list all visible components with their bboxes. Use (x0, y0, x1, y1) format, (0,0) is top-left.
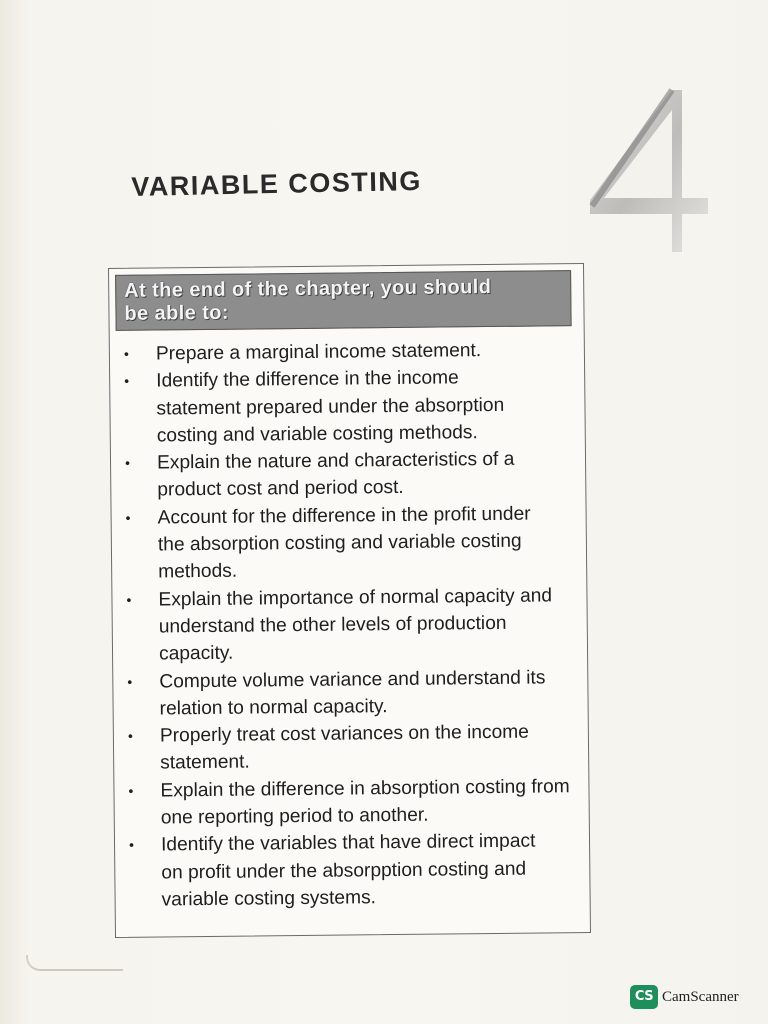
page-curl-edge (26, 955, 123, 971)
objective-line: relation to normal capacity. (159, 695, 388, 720)
objectives-header (115, 270, 572, 331)
objective-item (113, 664, 584, 724)
objective-item (111, 445, 582, 505)
camscanner-watermark (630, 985, 739, 1009)
objective-line: understand the other levels of production (158, 612, 507, 638)
objective-item (111, 500, 582, 587)
objectives-header-line: At the end of the chapter, you should (124, 275, 492, 302)
chapter-number-graphic (586, 70, 716, 260)
bullet-icon: • (124, 373, 130, 390)
objective-item (115, 827, 586, 914)
objective-line: the absorption costing and variable costing (157, 530, 522, 556)
camscanner-logo-icon: CS (630, 985, 658, 1009)
objective-line: Compute volume variance and understand its (159, 667, 546, 693)
objective-line: Properly treat cost variances on the income (159, 721, 530, 747)
bullet-icon: • (127, 673, 133, 690)
objective-line: Explain the nature and characteristics of a (156, 448, 515, 474)
learning-objectives-box (108, 263, 591, 938)
bullet-icon: • (125, 509, 131, 526)
objective-item (112, 582, 583, 669)
bullet-icon: • (127, 727, 133, 744)
objective-line: Explain the importance of normal capacity and (158, 585, 553, 611)
objectives-list (110, 336, 586, 914)
objective-line: on profit under the absorpption costing and (161, 858, 527, 884)
bullet-icon: • (128, 782, 134, 799)
objective-item (110, 363, 581, 450)
objective-line: product cost and period cost. (157, 477, 404, 501)
bullet-icon: • (124, 454, 131, 472)
bullet-icon: • (126, 591, 132, 608)
objective-item (114, 773, 585, 833)
bullet-icon: • (123, 345, 129, 362)
objective-item (114, 718, 585, 778)
objective-line: Explain the difference in absorption costing from (160, 775, 570, 802)
objective-line: methods. (158, 561, 238, 583)
objective-line: Identify the variables that have direct impact (160, 830, 536, 856)
chapter-title: VARIABLE COSTING (131, 165, 423, 202)
objective-line: capacity. (158, 642, 234, 665)
objective-line: costing and variable costing methods. (156, 422, 478, 447)
bullet-icon: • (128, 837, 135, 854)
objective-line: one reporting period to another. (160, 804, 429, 829)
objective-line: variable costing systems. (161, 887, 377, 911)
objective-line: statement prepared under the absorption (156, 394, 505, 420)
objective-line: Prepare a marginal income statement. (155, 340, 482, 365)
camscanner-name: CamScanner (662, 988, 739, 1005)
objective-line: Identify the difference in the income (156, 367, 459, 392)
objective-line: statement. (160, 751, 250, 774)
objective-line: Account for the difference in the profit under (157, 503, 531, 529)
objectives-header-line: be able to: (124, 301, 230, 325)
